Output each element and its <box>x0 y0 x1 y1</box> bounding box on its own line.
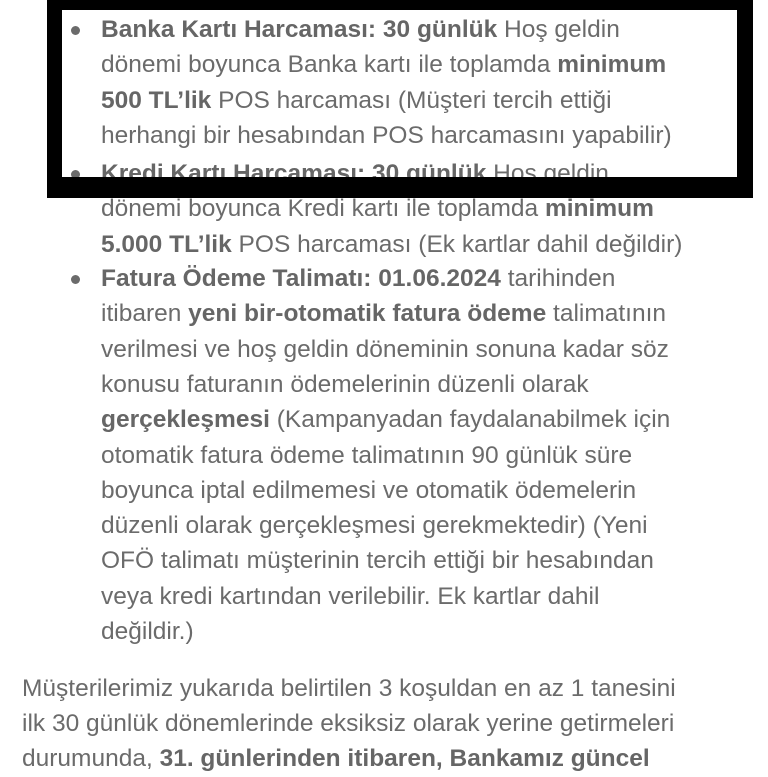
bullet-3-line <box>101 508 648 544</box>
bullet-3-line <box>101 402 670 438</box>
bold-text: gerçekleşmesi <box>101 406 270 434</box>
text: verilmesi ve hoş geldin döneminin sonuna kadar söz <box>101 335 669 363</box>
bullet-3-line <box>101 438 632 474</box>
bullet-3-line <box>101 579 599 615</box>
text: Hoş geldin <box>497 16 620 43</box>
bold-text: 31. günlerinden itibaren, Bankamız güncel <box>159 745 650 772</box>
text: dönemi boyunca Kredi kartı ile toplamda <box>101 195 545 223</box>
text: Hoş geldin <box>486 160 609 187</box>
text: itibaren <box>101 300 189 328</box>
text: dönemi boyunca Banka kartı ile toplamda <box>101 51 558 79</box>
text: düzenli olarak gerçekleşmesi gerekmektedir) (Yeni <box>101 512 648 540</box>
bold-text: Fatura Ödeme Talimatı: 01.06.2024 <box>101 265 501 292</box>
text: değildir.) <box>101 618 194 645</box>
text: Müşterilerimiz yukarıda belirtilen 3 koşuldan en az 1 tanesini <box>22 675 676 702</box>
text: OFÖ talimatı müşterinin tercih ettiği bir hesabından <box>101 547 654 575</box>
bold-text: Kredi Kartı Harcaması: 30 günlük <box>101 160 487 187</box>
text: talimatının <box>546 300 667 328</box>
bullet-3-line <box>101 614 194 650</box>
bold-text: 500 TL’lik <box>101 86 212 114</box>
text: boyunca iptal edilmemesi ve otomatik ödemelerin <box>101 476 637 504</box>
paragraph-line <box>22 671 676 707</box>
text: ilk 30 günlük dönemlerinde eksiksiz olarak yerine getirmeleri <box>22 710 675 737</box>
highlight-box <box>47 0 753 198</box>
bullet-dot-icon <box>71 275 80 284</box>
bold-text: yeni bir-otomatik fatura ödeme <box>188 300 547 328</box>
bullet-2-line <box>101 227 682 263</box>
paragraph-line <box>22 741 650 777</box>
text: (Kampanyadan faydalanabilmek için <box>269 406 671 434</box>
bullet-3-line <box>101 261 615 297</box>
text: herhangi bir hesabından POS harcamasını yapabilir) <box>101 121 672 149</box>
text: otomatik fatura ödeme talimatının 90 günlük süre <box>101 441 633 469</box>
bullet-3-line <box>101 473 636 509</box>
bullet-3-line <box>101 543 654 579</box>
text: POS harcaması (Ek kartlar dahil değildir) <box>231 230 683 258</box>
bold-text: 5.000 TL’lik <box>101 230 232 258</box>
bold-text: minimum <box>544 195 654 223</box>
bullet-3-line <box>101 332 669 368</box>
paragraph-line <box>22 706 674 742</box>
bold-text: Banka Kartı Harcaması: 30 günlük <box>101 16 498 43</box>
text: veya kredi kartından verilebilir. Ek kartlar dahil <box>101 582 600 610</box>
bold-text: minimum <box>557 51 667 79</box>
text: durumunda, <box>22 745 160 772</box>
text: konusu faturanın ödemelerinin düzenli olarak <box>101 370 589 398</box>
bullet-3-line <box>101 296 666 332</box>
text: POS harcaması (Müşteri tercih ettiği <box>211 86 612 114</box>
text: tarihinden <box>500 265 616 292</box>
bullet-3-line <box>101 367 589 403</box>
